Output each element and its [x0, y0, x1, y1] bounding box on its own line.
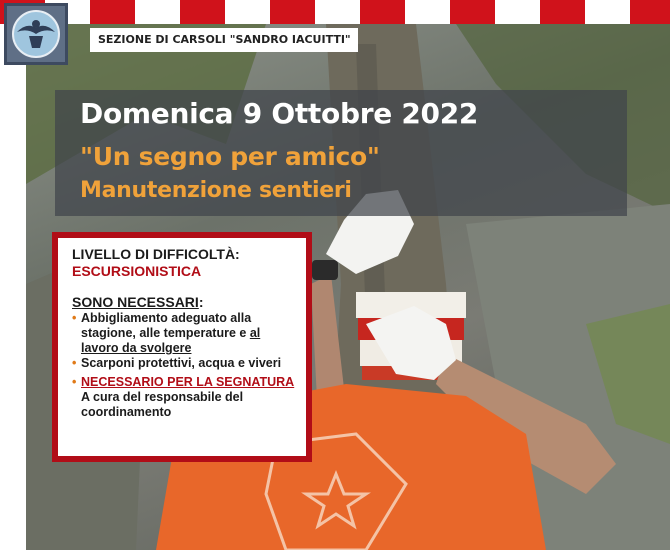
item1-text: Abbigliamento adeguato alla stagione, alle temperature e	[81, 311, 252, 340]
event-date: Domenica 9 Ottobre 2022	[80, 97, 479, 130]
required-colon: :	[198, 294, 204, 310]
marking-label: • NECESSARIO PER LA SEGNATURA	[72, 375, 298, 390]
required-heading	[72, 294, 298, 311]
list-item	[72, 311, 298, 356]
logo-star	[32, 20, 40, 28]
required-list	[72, 311, 298, 371]
wristwatch	[312, 260, 338, 280]
cai-logo	[4, 3, 68, 65]
marking-list	[72, 375, 298, 390]
list-item: • Scarponi protettivi, acqua e viveri	[72, 356, 298, 371]
difficulty-value: ESCURSIONISTICA	[72, 263, 202, 279]
item1-underlined-text: al lavoro da svolgere	[81, 326, 261, 355]
info-panel	[52, 232, 312, 462]
spacer	[72, 280, 298, 294]
section-label: SEZIONE DI CARSOLI "SANDRO IACUITTI"	[90, 28, 358, 52]
event-subtitle: Manutenzione sentieri	[80, 178, 352, 203]
marking-text: A cura del responsabile del coordinamento	[81, 390, 244, 419]
required-label: SONO NECESSARI	[72, 294, 199, 310]
difficulty-label: LIVELLO DI DIFFICOLTÀ:	[72, 246, 240, 262]
event-title: "Un segno per amico"	[80, 142, 380, 171]
logo-emblem-icon	[7, 6, 65, 62]
top-stripe-band	[0, 0, 670, 24]
